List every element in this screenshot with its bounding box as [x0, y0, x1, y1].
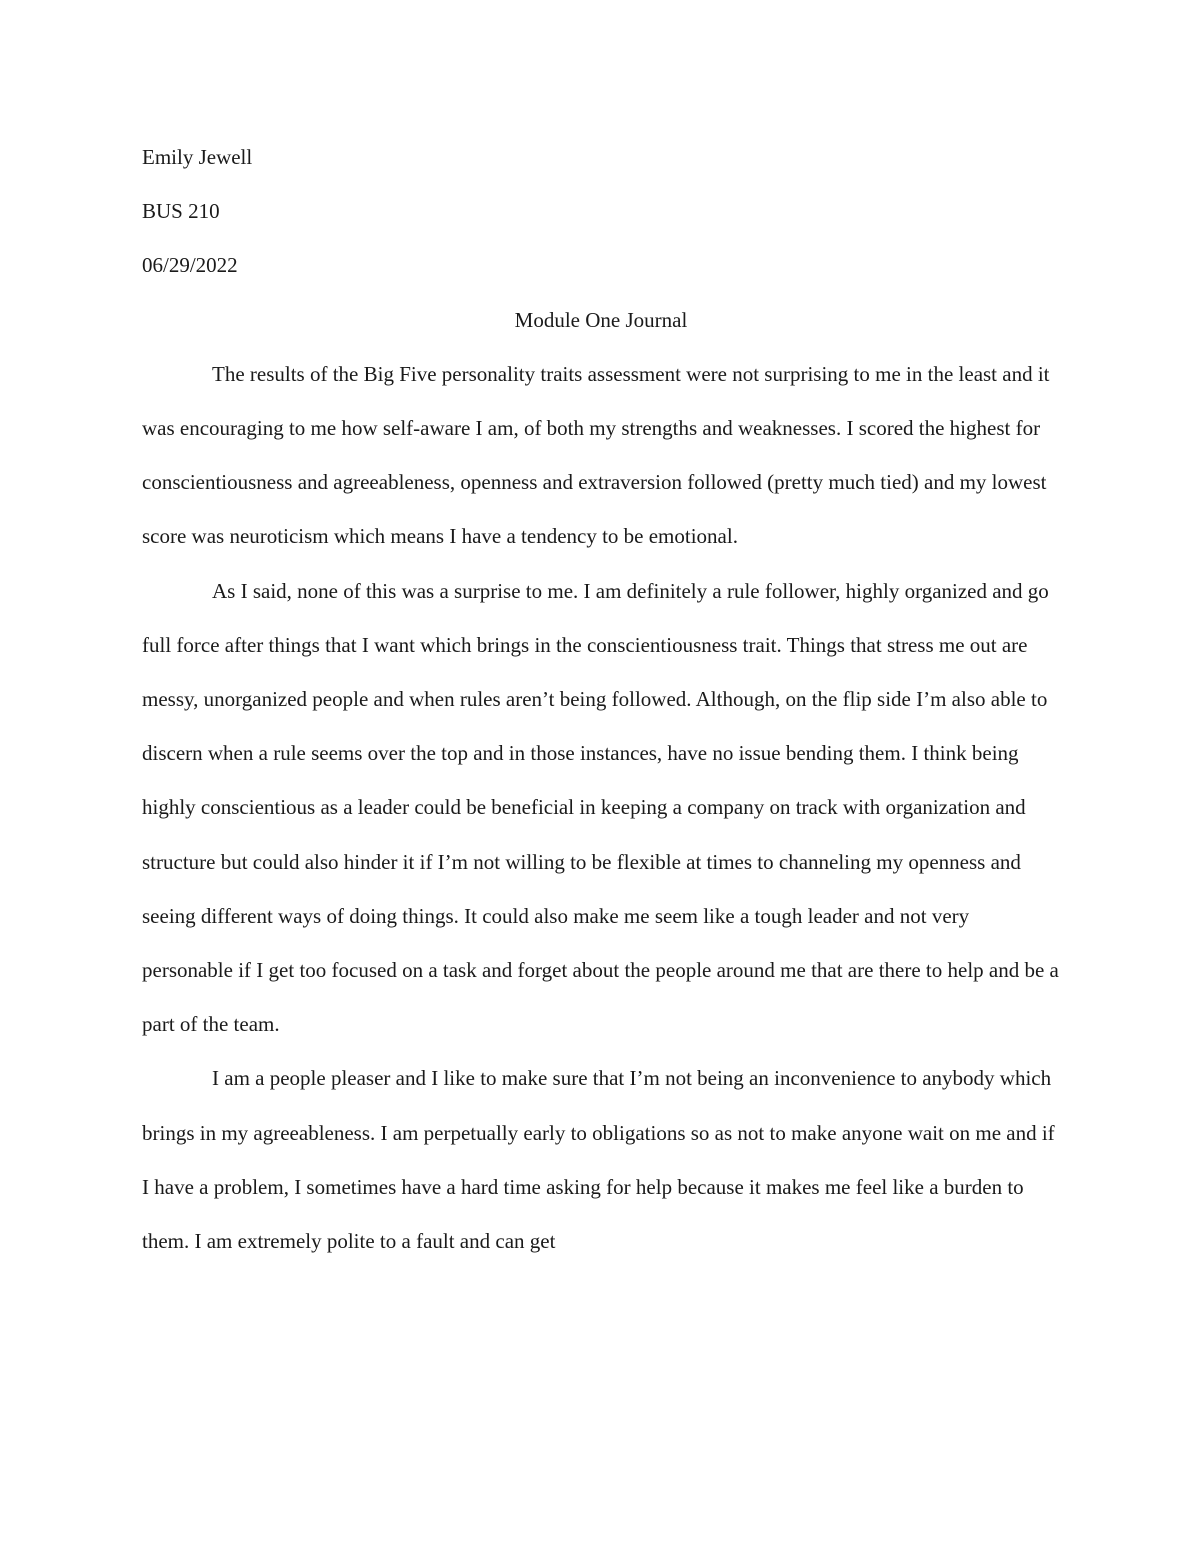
- document-title: Module One Journal: [514, 307, 688, 332]
- course-code: BUS 210: [142, 199, 220, 224]
- paragraph-2: As I said, none of this was a surprise to me. I am definitely a rule follower, highly organized and go full force after things that I want which brings in the conscientiousness trait. Things that stress me out are messy, unorganized people and when rules aren’t being followed. Although, on the flip side I’m also able to discern when a rule seems over the top and in those instances, have no issue bending them. I think being highly conscientious as a leader could be beneficial in keeping a company on track with organization and structure but could also hinder it if I’m not willing to be flexible at times to channeling my openness and seeing different ways of doing things. It could also make me seem like a tough leader and not very personable if I get too focused on a task and forget about the people around me that are there to help and be a part of the team.: [142, 578, 1059, 1037]
- document-date: 06/29/2022: [142, 253, 238, 278]
- paragraph-3: I am a people pleaser and I like to make sure that I’m not being an inconvenience to anybody which brings in my agreeableness. I am perpetually early to obligations so as not to make anyone wait on me and if I have a problem, I sometimes have a hard time asking for help because it makes me feel like a burden to them. I am extremely polite to a fault and can get: [142, 1066, 1055, 1254]
- paragraph-1: The results of the Big Five personality traits assessment were not surprising to me in the least and it was encouraging to me how self-aware I am, of both my strengths and weaknesses. I scored the highest for conscientiousness and agreeableness, openness and extraversion followed (pretty much tied) and my lowest score was neuroticism which means I have a tendency to be emotional.: [142, 361, 1050, 549]
- document-body: [142, 130, 1060, 1268]
- author-name: Emily Jewell: [142, 145, 253, 169]
